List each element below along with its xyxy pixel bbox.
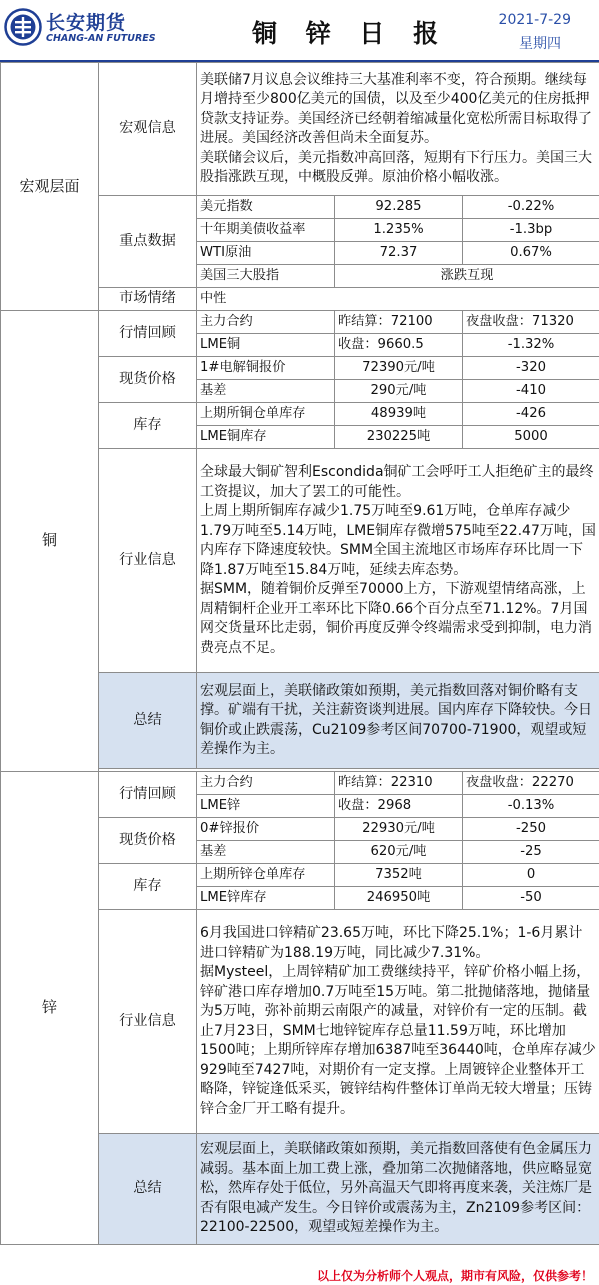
zinc-stock-label: 库存 [99,864,197,910]
copper-industry-label: 行业信息 [99,449,197,673]
macro-info-row [1,63,599,196]
zinc-lme-close: 收盘：2968 [335,795,463,818]
key-data-value: 92.285 [335,196,463,219]
logo-chinese-name: 长安期货 [46,12,127,34]
zinc-shfe-value: 7352吨 [335,864,463,887]
key-data-name: 十年期美债收益率 [197,219,335,242]
key-data-name: WTI原油 [197,242,335,265]
us-stocks-name: 美国三大股指 [197,265,335,288]
zinc-spot-label: 现货价格 [99,818,197,864]
copper-spot-name: 1#电解铜报价 [197,357,335,380]
changan-logo-icon [4,8,42,46]
report-weekday: 星期四 [519,36,561,52]
zinc-spot-change: -250 [463,818,599,841]
copper-spot-price: 72390元/吨 [335,357,463,380]
zinc-lmes-name: LME锌库存 [197,887,335,910]
zinc-shfe-change: 0 [463,864,599,887]
copper-lme-close: 收盘：9660.5 [335,334,463,357]
report-title: 铜 锌 日 报 [252,19,449,48]
macro-info-label: 宏观信息 [99,63,197,196]
us-stocks-status: 涨跌互现 [335,265,599,288]
copper-lmes-name: LME铜库存 [197,426,335,449]
copper-main-name: 主力合约 [197,311,335,334]
copper-spot-change: -320 [463,357,599,380]
zinc-main-prev: 昨结算：22310 [335,772,463,795]
zinc-lmes-value: 246950吨 [335,887,463,910]
zinc-shfe-name: 上期所锌仓单库存 [197,864,335,887]
zinc-lmes-change: -50 [463,887,599,910]
zinc-industry-label: 行业信息 [99,910,197,1134]
zinc-review-label: 行情回顾 [99,772,197,818]
zinc-main-night: 夜盘收盘：22270 [463,772,599,795]
key-data-change: 0.67% [463,242,599,265]
copper-main-prev: 昨结算：72100 [335,311,463,334]
sentiment-value: 中性 [197,288,599,311]
zinc-basis-value: 620元/吨 [335,841,463,864]
copper-spot-label: 现货价格 [99,357,197,403]
sentiment-label: 市场情绪 [99,288,197,311]
key-data-value: 1.235% [335,219,463,242]
copper-basis-change: -410 [463,380,599,403]
key-data-name: 美元指数 [197,196,335,219]
zinc-lme-name: LME锌 [197,795,335,818]
copper-main-night: 夜盘收盘：71320 [463,311,599,334]
zinc-summary-text: 宏观层面上，美联储政策如预期，美元指数回落使有色金属压力减弱。基本面上加工费上涨，叠加第二次抛储落地，供应略显宽松，然库存处于低位，另外高温天气即将再度来袭，关注炼厂是否有限电减产发生。今日锌价或震荡为主，Zn2109参考区间：22100-22500，观望或短差操作为主。 [197,1134,599,1245]
logo-english-name: CHANG-AN FUTURES [46,33,156,44]
zinc-main-row [1,772,599,795]
report-date: 2021-7-29 [498,12,571,28]
zinc-basis-change: -25 [463,841,599,864]
macro-info-text: 美联储7月议息会议维持三大基准利率不变，符合预期。继续每月增持至少800亿美元的国债，以及至少400亿美元的住房抵押贷款支持证券。美国经济已经朝着缩减量化宽松所需目标取得了进展。美国经济改善但尚未全面复苏。 美联储会议后，美元指数冲高回落，短期有下行压力。美国三大股指涨跌互现，中概股反弹。原油价格小幅收涨。 [197,63,599,196]
copper-lmes-change: 5000 [463,426,599,449]
copper-stock-label: 库存 [99,403,197,449]
copper-lmes-value: 230225吨 [335,426,463,449]
key-data-change: -0.22% [463,196,599,219]
copper-review-label: 行情回顾 [99,311,197,357]
copper-basis-name: 基差 [197,380,335,403]
key-data-change: -1.3bp [463,219,599,242]
zinc-main-name: 主力合约 [197,772,335,795]
zinc-spot-price: 22930元/吨 [335,818,463,841]
copper-basis-value: 290元/吨 [335,380,463,403]
report-header [0,0,599,62]
copper-summary-text: 宏观层面上，美联储政策如预期，美元指数回落对铜价略有支撑。矿端有干扰，关注薪资谈判进展。国内库存下降较快。今日铜价或止跌震荡，Cu2109参考区间70700-71900，观望或短差操作为主。 [197,673,599,769]
key-data-value: 72.37 [335,242,463,265]
zinc-lme-change: -0.13% [463,795,599,818]
report-table [0,62,599,1245]
copper-industry-text: 全球最大铜矿智利Escondida铜矿工会呼吁工人拒绝矿主的最终工资提议，加大了罢工的可能性。 上周上期所铜库存减少1.75万吨至9.61万吨，仓单库存减少1.79万吨至5.14万吨，LME铜库存微增575吨至22.47万吨，国内库存下降速度较快。SMM全国主流地区市场库存环比周一下降1.87万吨至15.84万吨，延续去库态势。 据SMM，随着铜价反弹至70000上方，下游观望情绪高涨，上周精铜杆企业开工率环比下降0.66个百分点至71.12%。7月国网交货量环比走弱，铜价再度反弹令终端需求受到抑制，电力消费亮点不足。 [197,449,599,673]
zinc-basis-name: 基差 [197,841,335,864]
zinc-industry-text: 6月我国进口锌精矿23.65万吨，环比下降25.1%；1-6月累计进口锌精矿为188.19万吨，同比减少7.31%。 据Mysteel，上周锌精矿加工费继续持平，锌矿价格小幅上扬，锌矿港口库存增加0.7万吨至15万吨。第二批抛储落地，抛储量为5万吨，弥补前期云南限产的减量，对锌价有一定的压制。截止7月23日，SMM七地锌锭库存总量11.59万吨，环比增加1500吨；上期所锌库存增加6387吨至36440吨，仓单库存减少929吨至7427吨，对期价有一定支撑。上周镀锌企业整体开工略降，锌锭逢低采买，镀锌结构件整体订单尚无较大增量；压铸锌合金厂开工略有提升。 [197,910,599,1134]
copper-lme-name: LME铜 [197,334,335,357]
copper-shfe-value: 48939吨 [335,403,463,426]
section-macro: 宏观层面 [1,63,99,311]
zinc-spot-name: 0#锌报价 [197,818,335,841]
key-data-label: 重点数据 [99,196,197,288]
copper-lme-change: -1.32% [463,334,599,357]
copper-main-row [1,311,599,334]
section-zinc: 锌 [1,772,99,1245]
section-copper: 铜 [1,311,99,772]
risk-disclaimer: 以上仅为分析师个人观点，期市有风险，仅供参考！ [316,1269,593,1283]
copper-shfe-change: -426 [463,403,599,426]
copper-shfe-name: 上期所铜仓单库存 [197,403,335,426]
copper-summary-label: 总结 [99,673,197,769]
zinc-summary-label: 总结 [99,1134,197,1245]
